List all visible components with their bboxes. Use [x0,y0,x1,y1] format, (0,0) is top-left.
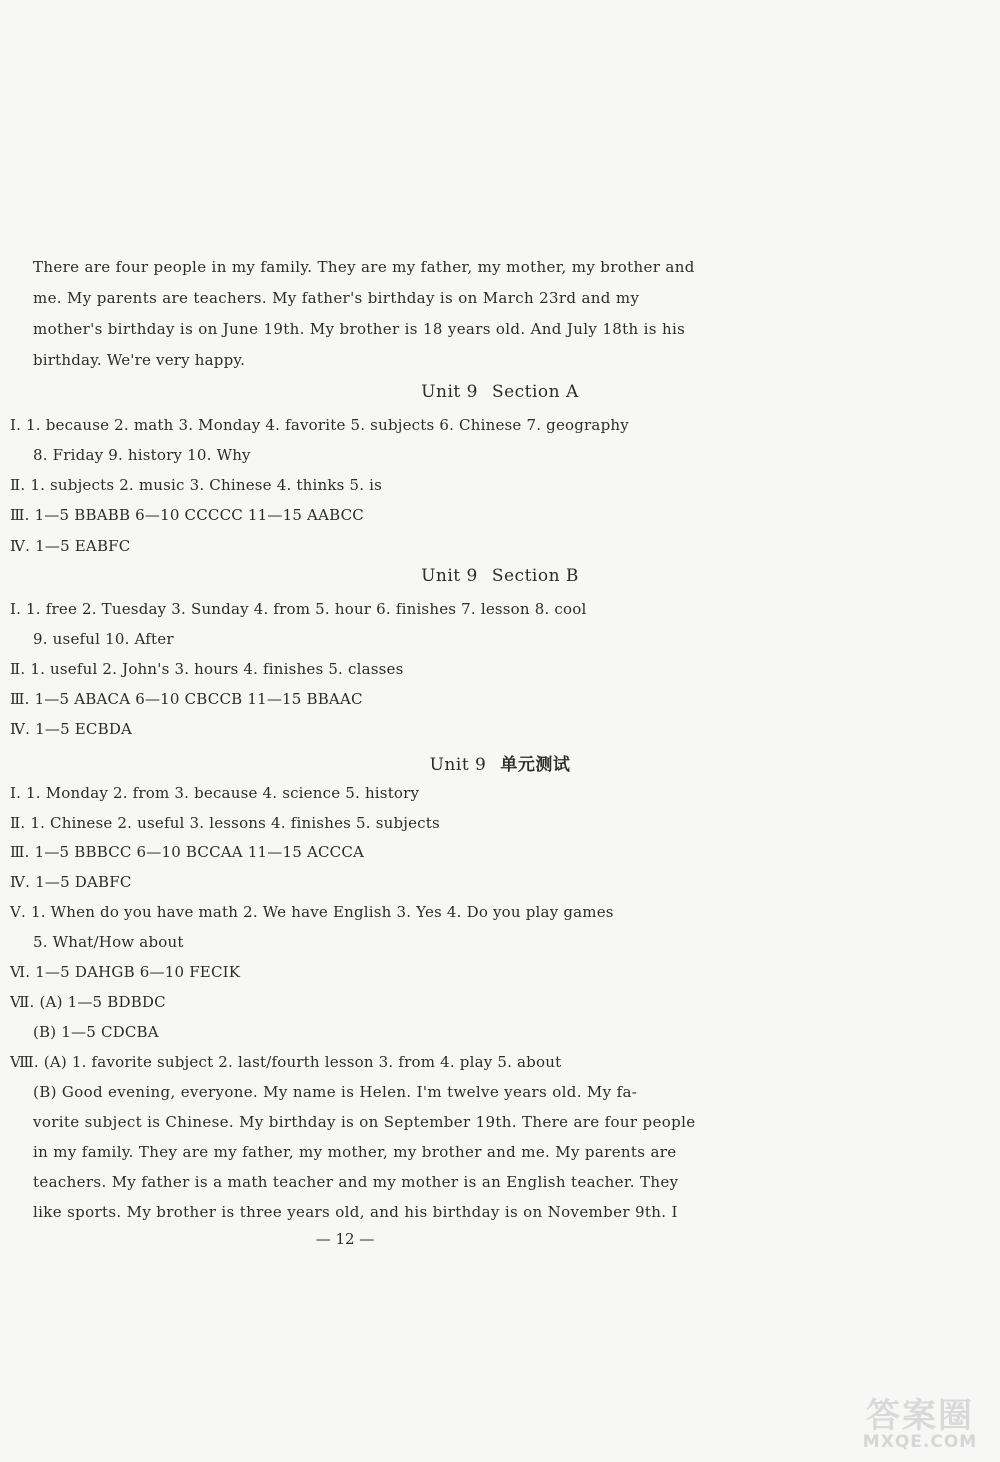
unit-test-line-2: Ⅱ. 1. Chinese 2. useful 3. lessons 4. finishes 5. subjects [10,814,440,832]
section-a-heading [0,382,1000,402]
unit-test-line-13: in my family. They are my father, my mother, my brother and me. My parents are [33,1143,677,1161]
unit-test-line-12: vorite subject is Chinese. My birthday is on September 19th. There are four people [33,1113,696,1131]
unit-test-title: 单元测试 [500,755,571,775]
section-b-line-2: 9. useful 10. After [33,630,174,648]
section-b-line-3: Ⅱ. 1. useful 2. John's 3. hours 4. finishes 5. classes [10,660,404,678]
intro-line-3: mother's birthday is on June 19th. My brother is 18 years old. And July 18th is his [33,320,686,338]
unit-test-line-1: Ⅰ. 1. Monday 2. from 3. because 4. science 5. history [10,784,420,802]
unit-test-line-4: Ⅳ. 1—5 DABFC [10,873,132,891]
unit-test-line-9: (B) 1—5 CDCBA [33,1023,159,1041]
watermark-url: MXQE.COM [862,1432,978,1452]
unit-test-line-8: Ⅶ. (A) 1—5 BDBDC [10,993,166,1011]
section-a-title: Section A [491,382,579,402]
unit-test-line-10: Ⅷ. (A) 1. favorite subject 2. last/fourth lesson 3. from 4. play 5. about [10,1053,562,1071]
unit-test-line-15: like sports. My brother is three years old, and his birthday is on November 9th. I [33,1203,678,1221]
unit-test-line-7: Ⅵ. 1—5 DAHGB 6—10 FECIK [10,963,241,981]
page-number: — 12 — [315,1230,375,1248]
section-a-line-1: Ⅰ. 1. because 2. math 3. Monday 4. favorite 5. subjects 6. Chinese 7. geography [10,416,629,434]
unit-test-unit: Unit 9 [429,755,487,775]
intro-line-1: There are four people in my family. They are my father, my mother, my brother and [33,258,695,276]
section-b-unit: Unit 9 [421,566,478,586]
section-b-title: Section B [491,566,579,586]
section-a-line-2: 8. Friday 9. history 10. Why [33,446,251,464]
site-watermark [845,1388,995,1458]
unit-test-heading [0,750,1000,775]
unit-test-line-5: Ⅴ. 1. When do you have math 2. We have English 3. Yes 4. Do you play games [10,903,614,921]
intro-line-2: me. My parents are teachers. My father's birthday is on March 23rd and my [33,289,640,307]
section-a-line-5: Ⅳ. 1—5 EABFC [10,537,131,555]
section-a-unit: Unit 9 [421,382,478,402]
intro-line-4: birthday. We're very happy. [33,351,246,369]
section-b-heading [0,566,1000,586]
section-b-line-5: Ⅳ. 1—5 ECBDA [10,720,133,738]
unit-test-line-14: teachers. My father is a math teacher and my mother is an English teacher. They [33,1173,679,1191]
section-a-line-3: Ⅱ. 1. subjects 2. music 3. Chinese 4. thinks 5. is [10,476,383,494]
unit-test-line-6: 5. What/How about [33,933,184,951]
watermark-title: 答案圈 [866,1396,974,1436]
section-b-line-1: Ⅰ. 1. free 2. Tuesday 3. Sunday 4. from 5. hour 6. finishes 7. lesson 8. cool [10,600,587,618]
section-a-line-4: Ⅲ. 1—5 BBABB 6—10 CCCCC 11—15 AABCC [10,506,364,524]
unit-test-line-3: Ⅲ. 1—5 BBBCC 6—10 BCCAA 11—15 ACCCA [10,843,365,861]
unit-test-line-11: (B) Good evening, everyone. My name is Helen. I'm twelve years old. My fa- [33,1083,638,1101]
section-b-line-4: Ⅲ. 1—5 ABACA 6—10 CBCCB 11—15 BBAAC [10,690,363,708]
